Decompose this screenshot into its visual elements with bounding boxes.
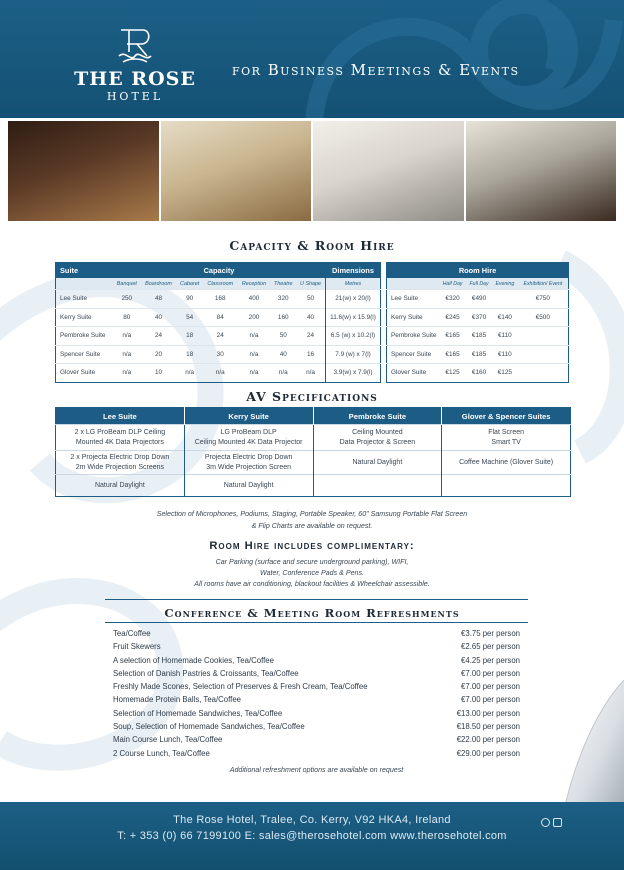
list-item — [113, 720, 520, 733]
av-cell-line: Data Projector & Screen — [339, 438, 416, 446]
capacity-cell: 24 — [296, 327, 325, 346]
av-table — [55, 407, 571, 497]
suite-name: Spencer Suite — [387, 345, 440, 364]
divider — [105, 599, 528, 600]
av-cell-line: 2m Wide Projection Screens — [75, 463, 165, 471]
capacity-cell: 160 — [270, 308, 296, 327]
capacity-cell: 40 — [141, 308, 177, 327]
refreshment-price: €18.50 per person — [456, 722, 520, 732]
av-cell — [313, 451, 442, 475]
list-item — [113, 693, 520, 706]
capacity-cell: n/a — [113, 364, 141, 383]
capacity-cell: n/a — [238, 364, 271, 383]
av-cell-line: 2 x LG ProBeam DLP Ceiling — [74, 429, 166, 436]
table-row — [56, 451, 571, 475]
refreshments-title: Conference & Meeting Room Refreshments — [164, 606, 460, 620]
table-row — [387, 345, 569, 364]
refreshment-price: €2.65 per person — [461, 642, 520, 652]
social-icons — [541, 818, 562, 827]
complimentary-title: Room Hire includes complimentary: — [209, 540, 415, 552]
capacity-cell: 320 — [270, 290, 296, 309]
ushape-subheader: U Shape — [296, 278, 325, 290]
av-column-header: Pembroke Suite — [313, 408, 442, 425]
hotel-logo — [60, 26, 210, 103]
table-row — [56, 345, 381, 364]
list-item — [113, 707, 520, 720]
av-column-header: Glover & Spencer Suites — [442, 408, 571, 425]
complimentary-line-3: All rooms have air conditioning, blackout facilities & Wheelchair assessible. — [194, 580, 430, 588]
refreshment-name: Tea/Coffee — [113, 629, 151, 638]
cabaret-subheader: Cabaret — [176, 278, 202, 290]
table-row — [56, 308, 381, 327]
capacity-cell: 168 — [203, 290, 238, 309]
av-title: AV Specifications — [246, 389, 378, 404]
banquet-setup-photo — [313, 121, 464, 221]
capacity-cell: n/a — [238, 327, 271, 346]
full-day-subheader: Full Day — [466, 278, 492, 290]
price-cell: €245 — [439, 308, 466, 327]
table-row — [56, 364, 381, 383]
capacity-cell: 40 — [296, 308, 325, 327]
refreshment-price: €7.00 per person — [461, 682, 520, 692]
list-item — [113, 667, 520, 680]
av-cell-line: Ceiling Mounted 4K Data Projector — [194, 438, 303, 446]
av-column-header: Kerry Suite — [184, 408, 313, 425]
price-cell — [518, 345, 569, 364]
suite-name: Kerry Suite — [387, 308, 440, 327]
price-cell: €165 — [439, 345, 466, 364]
complimentary-line-2: Water, Conference Pads & Pens. — [260, 569, 364, 577]
suite-name: Pembroke Suite — [56, 327, 114, 346]
capacity-cell: n/a — [176, 364, 202, 383]
dimensions-header: Dimensions — [326, 263, 381, 279]
av-note-line-1: Selection of Microphones, Podiums, Staging, Portable Speaker, 60" Samsung Portable Flat Screen — [156, 510, 468, 518]
theatre-setup-photo — [161, 121, 312, 221]
av-cell-line: Ceiling Mounted — [352, 429, 403, 436]
price-cell: €165 — [439, 327, 466, 346]
price-cell — [492, 290, 518, 309]
instagram-icon[interactable] — [541, 818, 550, 827]
banquet-subheader: Banquet — [113, 278, 141, 290]
complimentary-body — [130, 557, 494, 590]
boardroom-subheader: Boardroom — [141, 278, 177, 290]
boardroom-photo — [466, 121, 617, 221]
room-hire-header: Room Hire — [387, 263, 569, 279]
capacity-cell: 18 — [176, 327, 202, 346]
dimensions-cell: 21(w) x 20(l) — [326, 290, 381, 309]
capacity-cell: 24 — [141, 327, 177, 346]
divider — [105, 622, 528, 623]
price-cell — [518, 327, 569, 346]
table-row — [387, 308, 569, 327]
price-cell: €160 — [466, 364, 492, 383]
list-item — [113, 680, 520, 693]
complimentary-line-1: Car Parking (surface and secure underground parking), WIFI, — [215, 558, 409, 566]
av-column-header: Lee Suite — [56, 408, 185, 425]
suite-header: Suite — [56, 263, 114, 279]
av-cell-line: LG ProBeam DLP — [220, 429, 277, 436]
av-cell — [184, 451, 313, 475]
av-cell-line: Coffee Machine (Glover Suite) — [459, 458, 554, 466]
refreshment-price: €4.25 per person — [461, 655, 520, 665]
refreshment-price: €7.00 per person — [461, 695, 520, 705]
av-cell-line: Mounted 4K Data Projectors — [75, 438, 164, 446]
capacity-cell: 50 — [296, 290, 325, 309]
rose-monogram-icon — [113, 26, 157, 66]
suite-name: Kerry Suite — [56, 308, 114, 327]
list-item — [113, 747, 520, 760]
capacity-cell: n/a — [270, 364, 296, 383]
price-cell: €500 — [518, 308, 569, 327]
refreshment-name: 2 Course Lunch, Tea/Coffee — [113, 748, 210, 758]
capacity-cell: 200 — [238, 308, 271, 327]
refreshment-name: Homemade Protein Balls, Tea/Coffee — [113, 695, 241, 705]
refreshment-price: €13.00 per person — [456, 708, 520, 718]
refreshment-price: €29.00 per person — [456, 748, 520, 758]
capacity-cell: 250 — [113, 290, 141, 309]
refreshment-name: Selection of Danish Pastries & Croissants, Tea/Coffee — [113, 668, 299, 678]
price-cell: €185 — [466, 345, 492, 364]
capacity-cell: 18 — [176, 345, 202, 364]
footer — [0, 802, 624, 870]
page-curl-icon — [556, 680, 624, 802]
reception-subheader: Reception — [238, 278, 271, 290]
capacity-cell: 84 — [203, 308, 238, 327]
price-cell: €370 — [466, 308, 492, 327]
price-cell: €125 — [492, 364, 518, 383]
price-cell: €185 — [466, 327, 492, 346]
room-hire-table — [386, 262, 569, 383]
refreshment-name: Soup, Selection of Homemade Sandwiches, Tea/Coffee — [113, 722, 305, 732]
refreshment-price: €7.00 per person — [461, 668, 520, 678]
capacity-table — [55, 262, 381, 383]
av-note — [100, 508, 524, 532]
av-cell-line: Flat Screen — [488, 429, 525, 436]
capacity-cell: 24 — [203, 327, 238, 346]
capacity-cell: n/a — [203, 364, 238, 383]
av-cell-line: Projecta Electric Drop Down — [204, 454, 293, 461]
av-cell — [313, 475, 442, 497]
price-cell: €140 — [492, 308, 518, 327]
refreshment-name: A selection of Homemade Cookies, Tea/Coffee — [113, 655, 274, 665]
capacity-cell: n/a — [113, 327, 141, 346]
suite-name: Glover Suite — [387, 364, 440, 383]
refreshment-price: €22.00 per person — [456, 735, 520, 745]
capacity-title: Capacity & Room Hire — [229, 238, 395, 253]
list-item — [113, 733, 520, 746]
av-cell — [184, 475, 313, 497]
price-cell: €110 — [492, 345, 518, 364]
dimensions-cell: 6.5 (w) x 10.2(l) — [326, 327, 381, 346]
lounge-photo — [8, 121, 159, 221]
list-item — [113, 654, 520, 667]
dimensions-cell: 3.9(w) x 7.9(l) — [326, 364, 381, 383]
table-row — [387, 327, 569, 346]
table-row — [56, 327, 381, 346]
av-cell-line: 2 x Projecta Electric Drop Down — [70, 454, 170, 461]
av-cell — [56, 451, 185, 475]
av-cell — [442, 425, 571, 451]
av-note-line-2: & Flip Charts are available on request. — [251, 522, 373, 530]
capacity-cell: 54 — [176, 308, 202, 327]
capacity-cell: 10 — [141, 364, 177, 383]
av-cell-line: 3m Wide Projection Screen — [206, 463, 292, 471]
av-cell — [56, 425, 185, 451]
av-cell-line: Natural Daylight — [94, 481, 145, 489]
capacity-cell: 40 — [270, 345, 296, 364]
suite-name: Pembroke Suite — [387, 327, 440, 346]
price-cell: €490 — [466, 290, 492, 309]
footer-address: The Rose Hotel, Tralee, Co. Kerry, V92 HKA4, Ireland — [173, 814, 451, 826]
header-banner — [0, 0, 624, 118]
capacity-cell: 48 — [141, 290, 177, 309]
capacity-cell: 90 — [176, 290, 202, 309]
suite-name: Glover Suite — [56, 364, 114, 383]
evening-subheader: Evening — [492, 278, 518, 290]
av-cell-line: Natural Daylight — [223, 481, 274, 489]
footer-contact[interactable]: T: + 353 (0) 66 7199100 E: sales@therosehotel.com www.therosehotel.com — [117, 830, 507, 842]
av-cell-line: Natural Daylight — [352, 458, 403, 466]
refreshment-price: €3.75 per person — [461, 629, 520, 638]
price-cell: €110 — [492, 327, 518, 346]
table-row — [56, 290, 381, 309]
capacity-cell: 20 — [141, 345, 177, 364]
refreshment-name: Freshly Made Scones, Selection of Preserves & Fresh Cream, Tea/Coffee — [113, 682, 368, 692]
list-item — [113, 640, 520, 653]
refreshment-name: Main Course Lunch, Tea/Coffee — [113, 735, 223, 745]
price-cell — [518, 364, 569, 383]
capacity-cell: 80 — [113, 308, 141, 327]
metres-subheader: Metres — [326, 278, 381, 290]
dimensions-cell: 7.9 (w) x 7(l) — [326, 345, 381, 364]
classroom-subheader: Classroom — [203, 278, 238, 290]
table-row — [387, 364, 569, 383]
photo-strip — [8, 121, 616, 221]
facebook-icon[interactable] — [553, 818, 562, 827]
price-cell: €750 — [518, 290, 569, 309]
av-cell — [442, 451, 571, 475]
capacity-cell: 30 — [203, 345, 238, 364]
capacity-cell: n/a — [113, 345, 141, 364]
exhibition-subheader: Exhibition/ Event — [518, 278, 569, 290]
list-item — [113, 627, 520, 640]
refreshment-name: Selection of Homemade Sandwiches, Tea/Coffee — [113, 708, 283, 718]
refreshments-list — [113, 627, 520, 760]
capacity-header: Capacity — [113, 263, 326, 279]
hotel-sub: HOTEL — [106, 90, 164, 103]
half-day-subheader: Half Day — [439, 278, 466, 290]
theatre-subheader: Theatre — [270, 278, 296, 290]
capacity-cell: 16 — [296, 345, 325, 364]
refreshment-name: Fruit Skewers — [113, 642, 161, 652]
swirl-decoration-icon — [274, 0, 624, 118]
price-cell: €320 — [439, 290, 466, 309]
capacity-cell: n/a — [296, 364, 325, 383]
capacity-cell: 50 — [270, 327, 296, 346]
suite-name: Spencer Suite — [56, 345, 114, 364]
av-cell — [184, 425, 313, 451]
price-cell: €125 — [439, 364, 466, 383]
table-row — [56, 425, 571, 451]
suite-name: Lee Suite — [56, 290, 114, 309]
tagline: for Business Meetings & Events — [232, 61, 520, 79]
av-cell — [442, 475, 571, 497]
av-cell — [313, 425, 442, 451]
table-row — [387, 290, 569, 309]
capacity-cell: n/a — [238, 345, 271, 364]
av-cell-line: Smart TV — [491, 438, 521, 446]
table-row — [56, 475, 571, 497]
dimensions-cell: 11.6(w) x 15.9(l) — [326, 308, 381, 327]
suite-name: Lee Suite — [387, 290, 440, 309]
av-cell — [56, 475, 185, 497]
capacity-cell: 400 — [238, 290, 271, 309]
hotel-name: THE ROSE — [74, 68, 196, 90]
refreshments-note: Additional refreshment options are available on request — [229, 766, 404, 774]
